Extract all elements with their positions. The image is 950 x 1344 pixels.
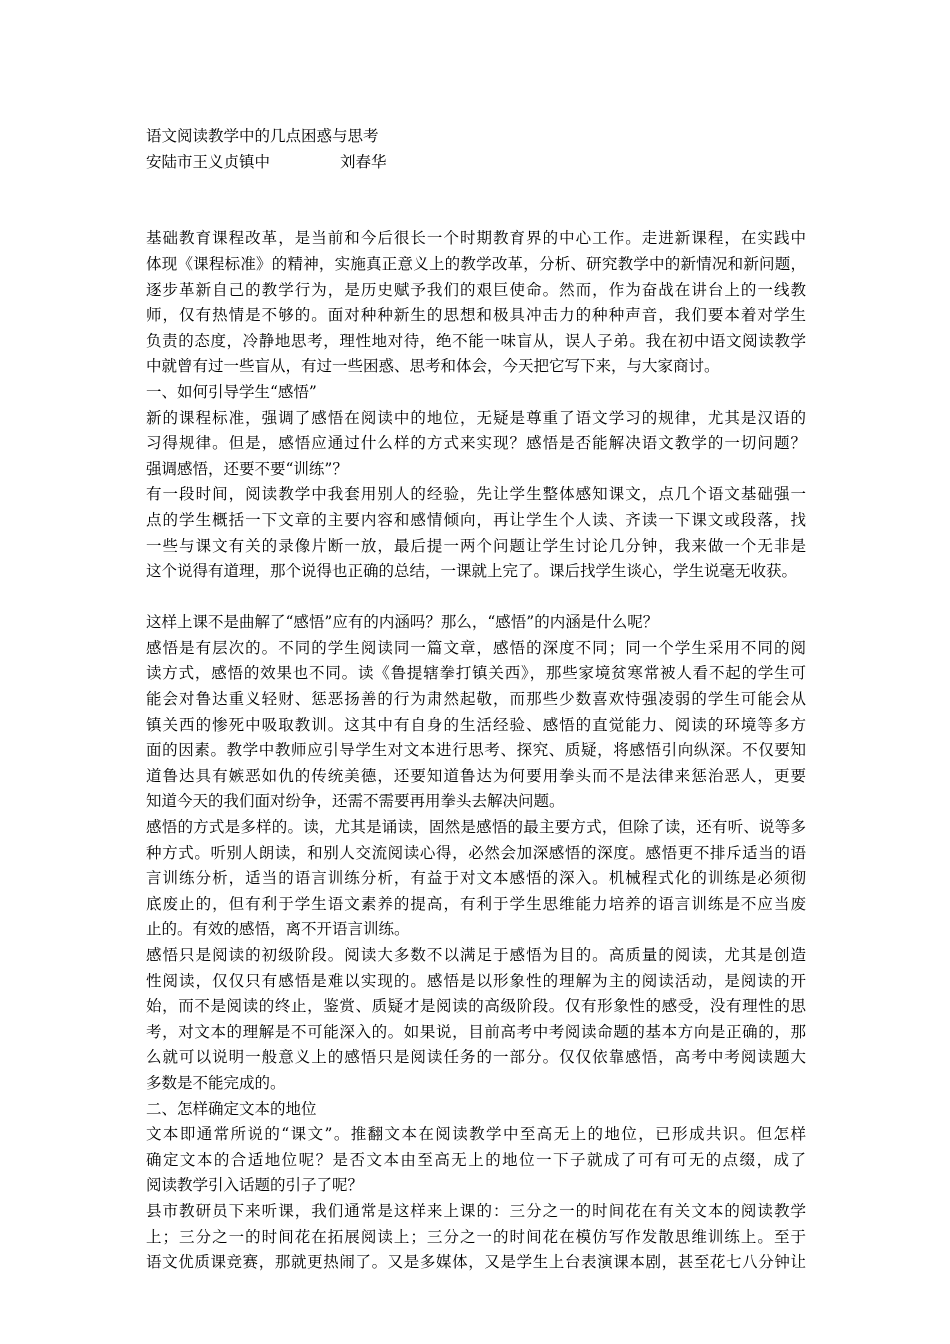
document-page [146,124,806,1276]
text-line: 体现《课程标准》的精神，实施真正意义上的教学改革，分析、研究教学中的新情况和新问题， [146,254,806,273]
text-line: 面的因素。教学中教师应引导学生对文本进行思考、探究、质疑，将感悟引向纵深。不仅要知 [146,741,806,760]
text-line: 言训练分析，适当的语言训练分析，有益于对文本感悟的深入。机械程式化的训练是必须彻 [146,869,806,888]
text-line: 新的课程标准，强调了感悟在阅读中的地位，无疑是尊重了语文学习的规律，尤其是汉语的 [146,408,806,427]
text-line: 性阅读，仅仅只有感悟是难以实现的。感悟是以形象性的理解为主的阅读活动，是阅读的开 [146,971,806,990]
text-line: 能会对鲁达重义轻财、惩恶扬善的行为肃然起敬，而那些少数喜欢恃强凌弱的学生可能会从 [146,690,806,709]
text-line: 强调感悟，还要不要“训练”？ [146,459,348,478]
text-line: 有一段时间，阅读教学中我套用别人的经验，先让学生整体感知课文，点几个语文基础强一 [146,485,806,504]
text-line: 多数是不能完成的。 [146,1073,286,1092]
text-line: 负责的态度，冷静地思考，理性地对待，绝不能一味盲从，误人子弟。我在初中语文阅读教学 [146,331,806,350]
text-line: 读方式，感悟的效果也不同。读《鲁提辖拳打镇关西》，那些家境贫寒常被人看不起的学生可 [146,664,806,683]
text-line: 点的学生概括一下文章的主要内容和感情倾向，再让学生个人读、齐读一下课文或段落，找 [146,510,806,529]
text-line: 逐步革新自己的教学行为，是历史赋予我们的艰巨使命。然而，作为奋战在讲台上的一线教 [146,280,806,299]
text-line: 感悟的方式是多样的。读，尤其是诵读，固然是感悟的最主要方式，但除了读，还有听、说等多 [146,818,806,837]
text-line: 文本即通常所说的“课文”。推翻文本在阅读教学中至高无上的地位，已形成共识。但怎样 [146,1125,806,1144]
byline-school: 安陆市王义贞镇中 [146,152,271,171]
text-line: 阅读教学引入话题的引子了呢？ [146,1176,364,1195]
document-title: 语文阅读教学中的几点困惑与思考 [146,127,379,145]
text-line: 感悟是有层次的。不同的学生阅读同一篇文章，感悟的深度不同；同一个学生采用不同的阅 [146,638,806,657]
byline-author: 刘春华 [340,152,387,171]
text-line: 种方式。听别人朗读，和别人交流阅读心得，必然会加深感悟的深度。感悟更不排斥适当的语 [146,843,806,862]
spacer [146,175,806,226]
text-line: 一些与课文有关的录像片断一放，最后提一两个问题让学生讨论几分钟，我来做一个无非是 [146,536,806,555]
text-line: 中就曾有过一些盲从，有过一些困惑、思考和体会，今天把它写下来，与大家商讨。 [146,357,720,376]
text-line: 么就可以说明一般意义上的感悟只是阅读任务的一部分。仅仅依靠感悟，高考中考阅读题大 [146,1048,806,1067]
text-line: 确定文本的合适地位呢？是否文本由至高无上的地位一下子就成了可有可无的点缀，成了 [146,1150,806,1169]
text-line: 习得规律。但是，感悟应通过什么样的方式来实现？感悟是否能解决语文教学的一切问题？ [146,434,806,453]
text-line: 县市教研员下来听课，我们通常是这样来上课的：三分之一的时间花在有关文本的阅读教学 [146,1201,806,1220]
text-line: 始，而不是阅读的终止，鉴赏、质疑才是阅读的高级阶段。仅有形象性的感受，没有理性的思 [146,997,806,1016]
text-line: 止的。有效的感悟，离不开语言训练。 [146,920,410,939]
text-line: 考，对文本的理解是不可能深入的。如果说，目前高考中考阅读命题的基本方向是正确的，那 [146,1022,806,1041]
blank-line [146,585,806,611]
text-line: 底废止的，但有利于学生语文素养的提高，有利于学生思维能力培养的语言训练是不应当废 [146,894,806,913]
document-body [146,226,806,1275]
text-line: 一、如何引导学生“感悟” [146,382,317,401]
text-line: 镇关西的惨死中吸取教训。这其中有自身的生活经验、感悟的直觉能力、阅读的环境等多方 [146,715,806,734]
text-line: 知道今天的我们面对纷争，还需不需要再用拳头去解决问题。 [146,792,565,811]
byline [146,150,806,176]
text-line: 语文优质课竞赛，那就更热闹了。又是多媒体，又是学生上台表演课本剧，甚至花七八分钟让 [146,1253,806,1272]
text-line: 感悟只是阅读的初级阶段。阅读大多数不以满足于感悟为目的。高质量的阅读，尤其是创造 [146,946,806,964]
text-line: 上；三分之一的时间花在拓展阅读上；三分之一的时间花在模仿写作发散思维训练上。至于 [146,1227,806,1246]
text-line: 这样上课不是曲解了“感悟”应有的内涵吗？那么，“感悟”的内涵是什么呢？ [146,613,659,632]
text-line: 师，仅有热情是不够的。面对种种新生的思想和极具冲击力的种种声音，我们要本着对学生 [146,306,806,325]
text-line: 基础教育课程改革，是当前和今后很长一个时期教育界的中心工作。走进新课程，在实践中 [146,229,806,248]
text-line: 道鲁达具有嫉恶如仇的传统美德，还要知道鲁达为何要用拳头而不是法律来惩治恶人，更要 [146,766,806,785]
text-line: 二、怎样确定文本的地位 [146,1099,317,1118]
text-line: 这个说得有道理，那个说得也正确的总结，一课就上完了。课后找学生谈心，学生说毫无收获。 [146,562,798,581]
